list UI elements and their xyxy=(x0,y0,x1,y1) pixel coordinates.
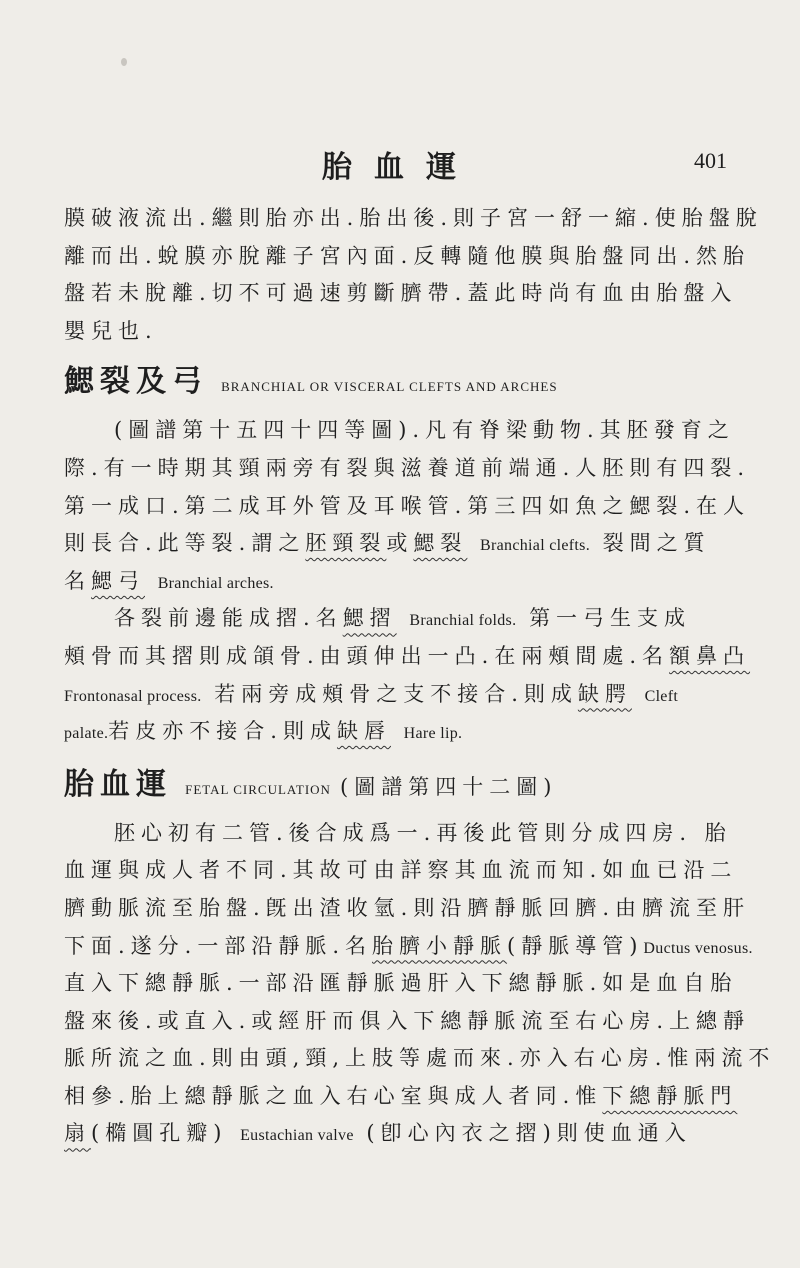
text-line xyxy=(64,713,714,751)
term-eustachian-valve-zh: 下總靜脈門 xyxy=(602,1083,738,1108)
text-line: 盤若未脫離.切不可過速剪斷臍帶.蓋此時尚有血由胎盤入 xyxy=(64,281,738,306)
text-run: 則長合.此等裂.謂之 xyxy=(64,531,306,556)
term-en: Cleft xyxy=(644,687,679,705)
term-hare-lip-zh: 缺唇 xyxy=(336,719,391,744)
text-run: (卽心內衣之摺)則使血通入 xyxy=(366,1121,692,1146)
text-line xyxy=(64,1115,714,1153)
term-cleft-palate-zh: 缺腭 xyxy=(577,681,632,706)
paper-spot xyxy=(121,58,127,66)
text-line: 胚心初有二管.後合成爲一.再後此管則分成四房. 胎 xyxy=(114,820,732,845)
text-line xyxy=(64,600,714,638)
term-ductus-venosus-zh: 胎臍小靜脈 xyxy=(372,933,508,958)
text-run: 裂間之質 xyxy=(602,531,711,556)
text-line xyxy=(64,1078,738,1116)
term-frontonasal-zh: 額鼻凸 xyxy=(669,643,751,668)
section-title-en: BRANCHIAL OR VISCERAL CLEFTS AND ARCHES xyxy=(221,379,558,395)
text-line xyxy=(64,638,751,676)
text-line xyxy=(64,928,753,966)
term-en: Eustachian valve xyxy=(240,1127,354,1145)
term-branchial-cleft-zh: 胚頸裂 xyxy=(305,531,387,556)
term-branchial-arch-zh: 鰓弓 xyxy=(91,568,145,593)
text-line: 離而出.蛻膜亦脫離子宮內面.反轉隨他膜與胎盤同出.然胎 xyxy=(64,243,751,268)
text-line xyxy=(64,563,714,601)
term-en: Hare lip. xyxy=(403,725,463,743)
text-run: 頰骨而其摺則成頜骨.由頭伸出一凸.在兩頰間處.名 xyxy=(64,643,670,668)
section-title-zh: 胎血運 xyxy=(64,766,172,802)
term-en: Branchial arches. xyxy=(157,574,274,592)
term-en: Branchial clefts. xyxy=(480,537,590,555)
body-text xyxy=(64,200,776,1153)
term-en: palate. xyxy=(64,725,109,743)
text-line: 盤來後.或直入.或經肝而俱入下總靜脈流至右心房.上總靜 xyxy=(64,1008,751,1033)
running-head: 胎血運 xyxy=(322,150,478,185)
text-run: (靜脈導管) xyxy=(507,933,644,958)
text-line: 第一成口.第二成耳外管及耳喉管.第三四如魚之鰓裂.在人 xyxy=(64,493,751,518)
text-line: 嬰兒也. xyxy=(64,318,158,343)
text-line xyxy=(64,676,714,714)
page-number: 401 xyxy=(694,148,727,173)
text-run: 相參.胎上總靜脈之血入右心室與成人者同.惟 xyxy=(64,1083,603,1108)
text-run: 下面.遂分.一部沿靜脈.名 xyxy=(64,933,373,958)
text-run: 若兩旁成頰骨之支不接合.則成 xyxy=(214,681,578,706)
text-line: 脈所流之血.則由頭,頸,上肢等處而來.亦入右心房.惟兩流不 xyxy=(64,1046,776,1071)
text-run: 或 xyxy=(386,531,414,556)
term-branchial-fold-zh: 鰓摺 xyxy=(342,606,397,631)
section-title-zh: 鰓裂及弓 xyxy=(64,364,208,400)
text-line: 血運與成人者不同.其故可由詳察其血流而知.如血已沿二 xyxy=(64,858,738,883)
term-gill-cleft-zh: 鰓裂 xyxy=(413,531,468,556)
term-en: Ductus venosus. xyxy=(643,939,753,957)
term-eustachian-valve-zh-cont: 扇 xyxy=(64,1121,91,1146)
term-en: Frontonasal process. xyxy=(64,687,202,705)
section-title-en: FETAL CIRCULATION xyxy=(185,781,331,797)
text-line: 臍動脈流至胎盤.旣出渣收氫.則沿臍靜脈回臍.由臍流至肝 xyxy=(64,895,751,920)
section-heading-fetal-circulation xyxy=(64,763,714,807)
text-line xyxy=(64,525,714,563)
text-line: 直入下總靜脈.一部沿匯靜脈過肝入下總靜脈.如是血自胎 xyxy=(64,971,738,996)
text-run: (橢圓孔瓣) xyxy=(91,1121,228,1146)
text-line: 膜破液流出.繼則胎亦出.胎出後.則子宮一舒一縮.使胎盤脫 xyxy=(64,206,763,230)
text-run: 第一弓生支成 xyxy=(529,606,692,631)
text-line: 際.有一時期其頸兩旁有裂與滋養道前端通.人胚則有四裂. xyxy=(64,455,751,480)
text-run: 各裂前邊能成摺.名 xyxy=(114,606,343,631)
text-run: 名 xyxy=(64,568,91,593)
figure-reference: (圖譜第四十二圖) xyxy=(340,774,558,799)
term-en: Branchial folds. xyxy=(409,612,517,630)
section-heading-branchial xyxy=(64,360,714,404)
text-run: 若皮亦不接合.則成 xyxy=(108,719,337,744)
text-line: (圖譜第十五四十四等圖).凡有脊梁動物.其胚發育之 xyxy=(114,418,735,443)
